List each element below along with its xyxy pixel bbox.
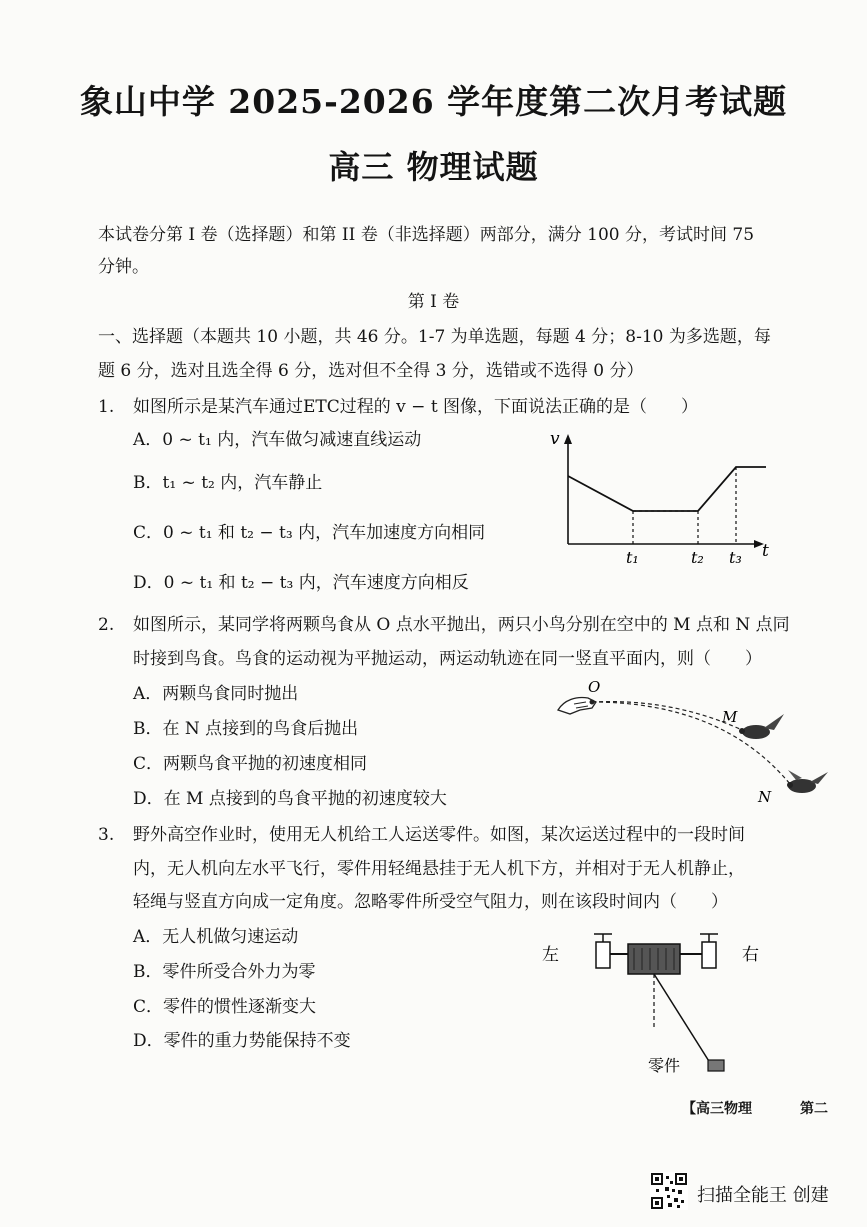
question-3-stem-3: 轻绳与竖直方向成一定角度。忽略零件所受空气阻力，则在该段时间内（ ） [133, 892, 728, 912]
point-o-label: O [588, 678, 601, 696]
trajectory-m [592, 702, 742, 730]
footer-subject: 【高三物理 [682, 1101, 752, 1117]
question-2-stem-1: 如图所示，某同学将两颗鸟食从 O 点水平抛出，两只小鸟分别在空中的 M 点和 N 点同 [133, 615, 790, 635]
question-3-number: 3. [98, 825, 115, 845]
right-label: 右 [742, 945, 759, 965]
question-3-option-c: C．零件的惯性逐渐变大 [133, 997, 317, 1017]
question-3-option-a: A．无人机做匀速运动 [133, 927, 299, 947]
question-2-stem-2: 时接到鸟食。鸟食的运动视为平抛运动，两运动轨迹在同一竖直平面内，则（ ） [133, 649, 762, 669]
question-3-option-b: B．零件所受合外力为零 [133, 962, 316, 982]
t3-label: t₃ [729, 548, 742, 567]
drone-icon [594, 934, 718, 974]
intro-line-2: 分钟。 [98, 257, 149, 277]
scanner-watermark: 扫描全能王 创建 [697, 1185, 829, 1206]
t2-label: t₂ [691, 548, 704, 567]
rope-line [654, 974, 712, 1066]
point-m-label: M [722, 708, 738, 726]
intro-line-1: 本试卷分第 I 卷（选择题）和第 II 卷（非选择题）两部分，满分 100 分，考试时间 75 [98, 225, 755, 245]
qr-code-icon [650, 1172, 688, 1210]
part-label: 零件 [648, 1056, 681, 1075]
question-2-option-b: B．在 N 点接到的鸟食后抛出 [133, 719, 359, 739]
question-1-option-b: B．t₁ ~ t₂ 内，汽车静止 [133, 473, 323, 493]
hand-icon [558, 698, 596, 715]
question-1-option-c: C．0 ~ t₁ 和 t₂ − t₃ 内，汽车加速度方向相同 [133, 523, 486, 543]
question-1-option-d: D．0 ~ t₁ 和 t₂ − t₃ 内，汽车速度方向相反 [133, 573, 469, 593]
question-2-option-d: D．在 M 点接到的鸟食平抛的初速度较大 [133, 789, 447, 809]
t-axis-label: t [762, 541, 769, 561]
section-title: 第 I 卷 [407, 292, 460, 312]
question-2-number: 2. [98, 615, 115, 635]
bird-n-icon [787, 770, 828, 793]
section-heading-2: 题 6 分，选对且选全得 6 分，选对但不全得 3 分，选错或不选得 0 分） [98, 361, 644, 381]
question-2-option-a: A．两颗鸟食同时抛出 [133, 684, 299, 704]
question-2-option-c: C．两颗鸟食平抛的初速度相同 [133, 754, 368, 774]
part-block [708, 1060, 724, 1071]
question-3-option-d: D．零件的重力势能保持不变 [133, 1031, 351, 1051]
drone-figure [536, 930, 776, 1080]
exam-title: 象山中学 2025-2026 学年度第二次月考试题 [79, 82, 788, 121]
t1-label: t₁ [626, 548, 639, 567]
question-1-stem: 如图所示是某汽车通过ETC过程的 v − t 图像，下面说法正确的是（ ） [133, 397, 699, 417]
trajectory-n [592, 702, 790, 784]
section-heading-1: 一、选择题（本题共 10 小题，共 46 分。1-7 为单选题，每题 4 分；8-10 为多选题，每 [98, 327, 771, 347]
projectile-figure [552, 676, 832, 811]
exam-subtitle: 高三 物理试题 [328, 148, 539, 186]
footer-page: 第二 [800, 1101, 828, 1117]
question-1-option-a: A．0 ~ t₁ 内，汽车做匀减速直线运动 [133, 430, 422, 450]
question-1-number: 1. [98, 397, 115, 417]
v-axis-arrow [564, 434, 572, 444]
point-n-label: N [758, 788, 772, 806]
bird-m-icon [739, 714, 784, 739]
v-axis-label: v [550, 429, 560, 449]
vt-graph-figure [540, 422, 780, 572]
left-label: 左 [542, 945, 559, 965]
question-3-stem-1: 野外高空作业时，使用无人机给工人运送零件。如图，某次运送过程中的一段时间 [133, 825, 745, 845]
question-3-stem-2: 内，无人机向左水平飞行，零件用轻绳悬挂于无人机下方，并相对于无人机静止， [133, 859, 745, 879]
